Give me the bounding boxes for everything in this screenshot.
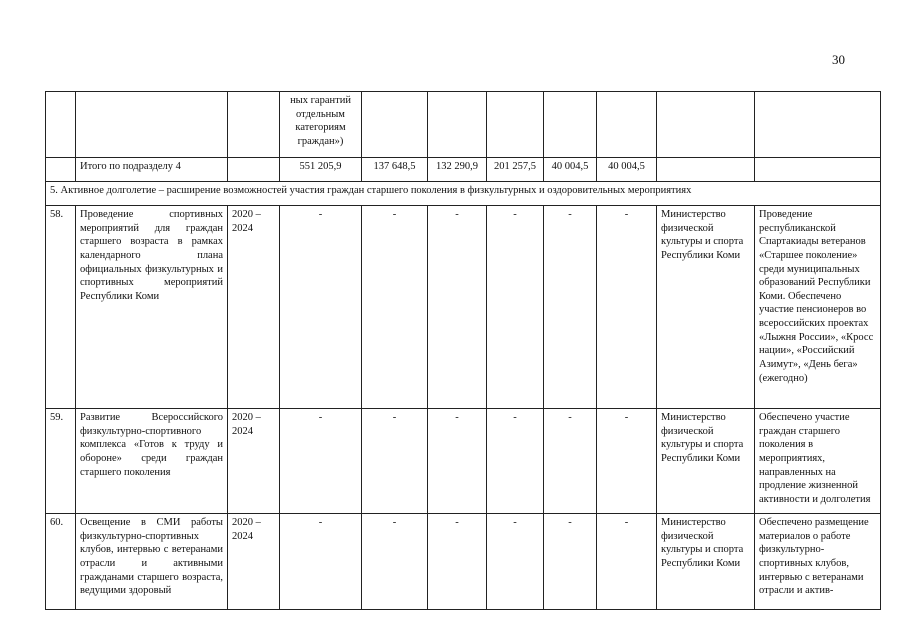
funding-value: - <box>280 514 362 610</box>
funding-value: - <box>597 206 657 409</box>
table-row <box>46 409 881 514</box>
subtotal-label: Итого по подразделу 4 <box>76 158 228 182</box>
program-table <box>45 91 881 610</box>
activity-name: Проведение спортивных мероприятий для граждан старшего возраста в рамках календарного плана официальных физкультурных и спортивных мероприятий Республики Коми <box>76 206 228 409</box>
activity-name: Освещение в СМИ работы физкультурно-спортивных клубов, интервью с ветеранами отрасли и активными гражданами старшего возраста, ведущими здоровый <box>76 514 228 610</box>
funding-value: - <box>544 409 597 514</box>
funding-value: - <box>487 206 544 409</box>
funding-value: - <box>428 514 487 610</box>
funding-value: - <box>597 409 657 514</box>
executor: Министерство физической культуры и спорта Республики Коми <box>657 409 755 514</box>
funding-value: - <box>362 514 428 610</box>
continuation-row <box>46 92 881 158</box>
funding-value: - <box>597 514 657 610</box>
funding-value: - <box>487 514 544 610</box>
funding-value: - <box>280 409 362 514</box>
continuation-text: ных гарантий отдельным категориям граждан») <box>280 92 362 158</box>
table-row <box>46 206 881 409</box>
funding-value: - <box>544 514 597 610</box>
row-number: 59. <box>46 409 76 514</box>
funding-value: - <box>487 409 544 514</box>
subtotal-value: 201 257,5 <box>487 158 544 182</box>
funding-value: - <box>428 409 487 514</box>
funding-value: - <box>280 206 362 409</box>
funding-value: - <box>362 206 428 409</box>
funding-value: - <box>428 206 487 409</box>
activity-name: Развитие Всероссийского физкультурно-спортивного комплекса «Готов к труду и обороне» среди граждан старшего поколения <box>76 409 228 514</box>
expected-result: Обеспечено размещение материалов о работе физкультурно-спортивных клубов, интервью с ветеранами отрасли и актив- <box>755 514 881 610</box>
row-number: 60. <box>46 514 76 610</box>
subtotal-row <box>46 158 881 182</box>
executor: Министерство физической культуры и спорта Республики Коми <box>657 206 755 409</box>
executor: Министерство физической культуры и спорта Республики Коми <box>657 514 755 610</box>
expected-result: Проведение республиканской Спартакиады ветеранов «Старшее поколение» среди муниципальных образований Республики Коми. Обеспечено участие пенсионеров во всероссийских проектах «Лыжня России», «Кросс нации», «Российский Азимут», «День бега» (ежегодно) <box>755 206 881 409</box>
expected-result: Обеспечено участие граждан старшего поколения в мероприятиях, направленных на продление жизненной активности и долголетия <box>755 409 881 514</box>
row-number: 58. <box>46 206 76 409</box>
section-title: 5. Активное долголетие – расширение возможностей участия граждан старшего поколения в физкультурных и оздоровительных мероприятиях <box>46 182 881 206</box>
period: 2020 – 2024 <box>228 409 280 514</box>
funding-value: - <box>362 409 428 514</box>
page-number: 30 <box>832 52 845 67</box>
table-row <box>46 514 881 610</box>
subtotal-value: 40 004,5 <box>544 158 597 182</box>
subtotal-value: 137 648,5 <box>362 158 428 182</box>
period: 2020 – 2024 <box>228 206 280 409</box>
subtotal-value: 132 290,9 <box>428 158 487 182</box>
period: 2020 – 2024 <box>228 514 280 610</box>
subtotal-value: 551 205,9 <box>280 158 362 182</box>
subtotal-value: 40 004,5 <box>597 158 657 182</box>
funding-value: - <box>544 206 597 409</box>
section-row <box>46 182 881 206</box>
